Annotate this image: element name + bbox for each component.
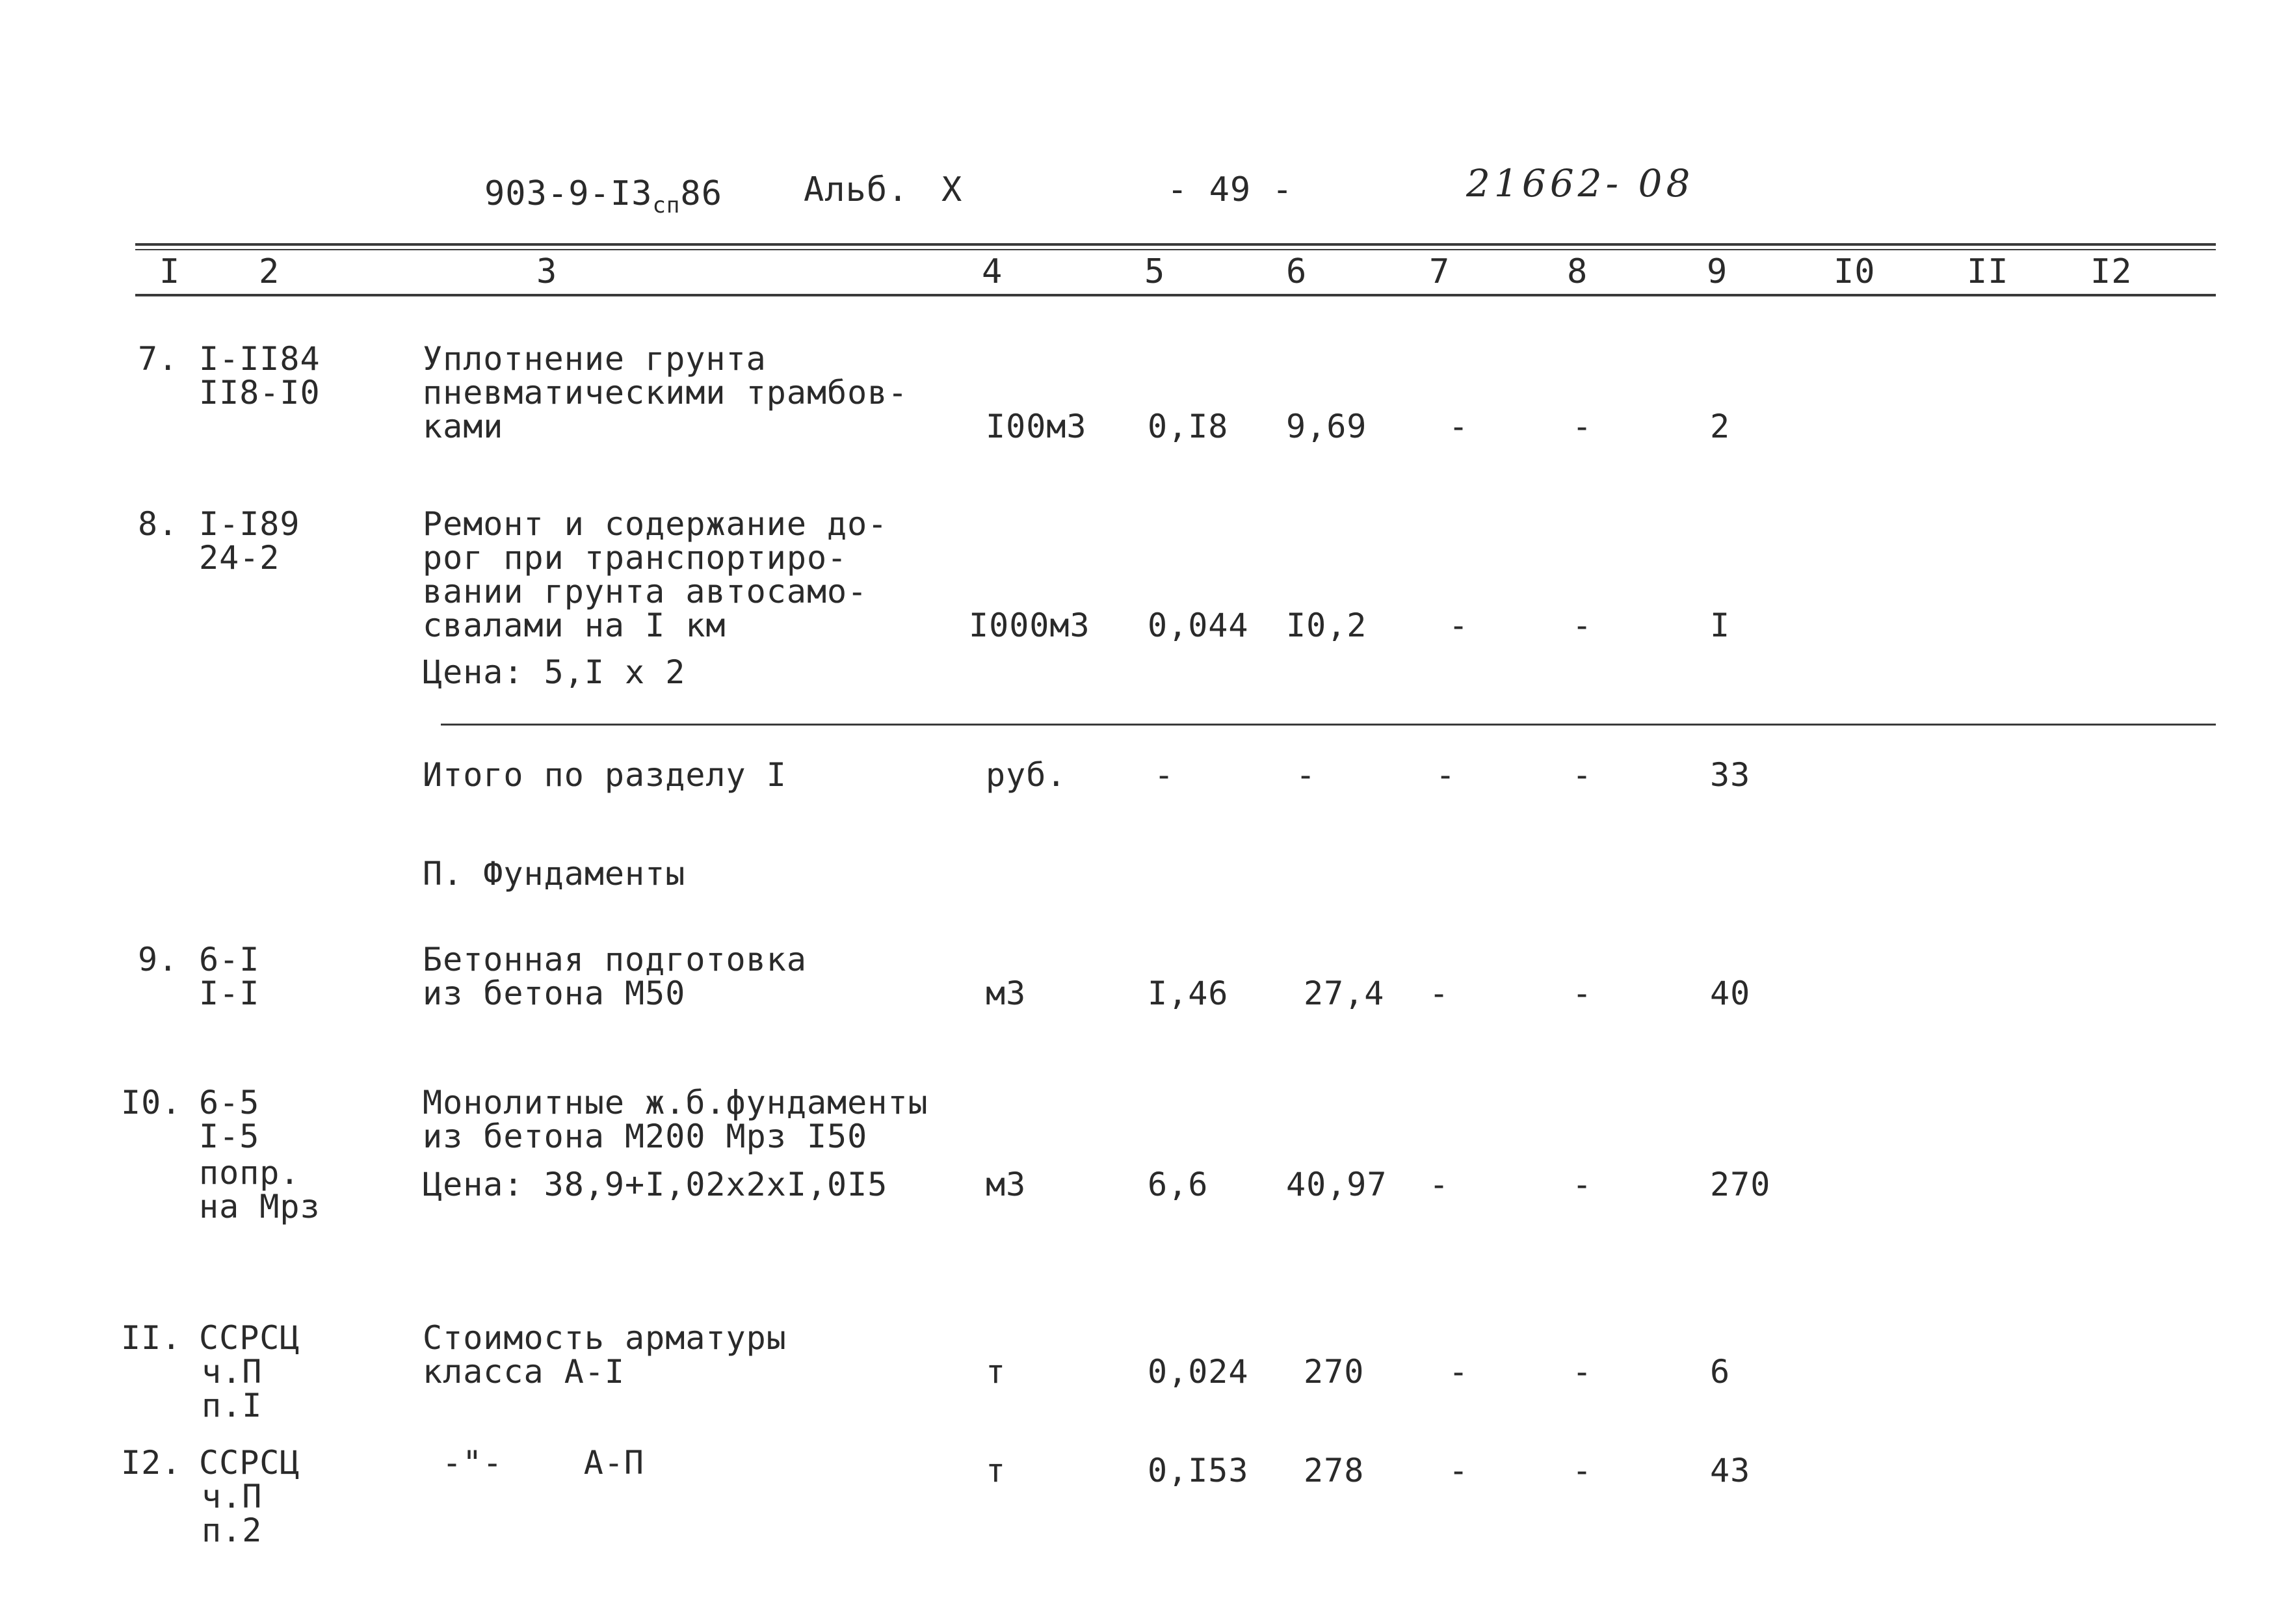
- row-description-line: из бетона М50: [423, 975, 686, 1012]
- row-code-line: на Мрз: [199, 1188, 321, 1225]
- row-price: 40,97: [1286, 1166, 1387, 1203]
- row-total: I: [1710, 607, 1731, 644]
- subtotal-col8: -: [1572, 756, 1593, 794]
- row-col8: -: [1572, 408, 1593, 445]
- row-unit: т: [986, 1452, 1006, 1489]
- column-header-3: 3: [536, 252, 558, 291]
- row-unit: I00м3: [986, 408, 1087, 445]
- row-description-line: Бетонная подготовка: [423, 941, 807, 978]
- handwritten-number: 21662- 08: [1466, 161, 1694, 205]
- subtotal-col6: -: [1296, 756, 1317, 794]
- row-description-line: Ремонт и содержание до-: [423, 505, 888, 543]
- row-code-line: ССРСЦ: [199, 1444, 300, 1482]
- column-header-11: II: [1967, 252, 2009, 291]
- row-code-line: I-5: [199, 1118, 260, 1155]
- row-quantity: 0,I53: [1148, 1452, 1249, 1489]
- row-price-note: Цена: 38,9+I,02х2хI,0I5: [423, 1166, 888, 1203]
- row-unit: I000м3: [969, 607, 1090, 644]
- row-code-line: I-I: [199, 975, 260, 1012]
- subtotal-label: Итого по разделу I: [423, 756, 787, 794]
- row-quantity: I,46: [1148, 975, 1229, 1012]
- row-description-line: Монолитные ж.б.фундаменты: [423, 1084, 928, 1121]
- row-code-line: попр.: [199, 1154, 300, 1192]
- column-header-8: 8: [1567, 252, 1588, 291]
- column-header-2: 2: [259, 252, 280, 291]
- document-code-tail: 86: [680, 174, 723, 213]
- row-code-line: 24-2: [199, 539, 280, 577]
- row-code-line: п.I: [202, 1387, 263, 1424]
- row-total: 270: [1710, 1166, 1771, 1203]
- row-col7: -: [1429, 975, 1450, 1012]
- row-code-line: ч.П: [202, 1478, 263, 1515]
- row-total: 6: [1710, 1353, 1731, 1391]
- row-number: I0.: [121, 1084, 182, 1121]
- subtotal-col7: -: [1436, 756, 1456, 794]
- row-col8: -: [1572, 1166, 1593, 1203]
- subtotal-rule: [441, 724, 2216, 726]
- subtotal-total: 33: [1710, 756, 1751, 794]
- row-col7: -: [1449, 1452, 1469, 1489]
- row-total: 43: [1710, 1452, 1751, 1489]
- row-price: 27,4: [1304, 975, 1385, 1012]
- row-number: 9.: [138, 941, 179, 978]
- subtotal-col5: -: [1154, 756, 1175, 794]
- row-unit: т: [986, 1353, 1006, 1391]
- row-col7: -: [1449, 1353, 1469, 1391]
- header-rule-top: [135, 243, 2216, 246]
- row-code-line: I-II84: [199, 340, 321, 378]
- row-description-line: рог при транспортиро-: [423, 539, 848, 577]
- row-quantity: 0,I8: [1148, 408, 1229, 445]
- row-unit: м3: [986, 1166, 1027, 1203]
- subtotal-unit: руб.: [986, 756, 1067, 794]
- album-label: Альб.: [804, 170, 909, 209]
- row-code-line: ССРСЦ: [199, 1319, 300, 1357]
- column-header-1: I: [159, 252, 181, 291]
- row-unit: м3: [986, 975, 1027, 1012]
- document-code-subscript: сп: [652, 192, 681, 218]
- row-price: 278: [1304, 1452, 1365, 1489]
- row-code-line: 6-5: [199, 1084, 260, 1121]
- row-number: 7.: [138, 340, 179, 378]
- row-number: II.: [121, 1319, 182, 1357]
- row-description-line: вании грунта автосамо-: [423, 573, 868, 610]
- album-number: X: [941, 170, 963, 209]
- row-code-line: 6-I: [199, 941, 260, 978]
- column-header-9: 9: [1707, 252, 1728, 291]
- row-code-line: II8-I0: [199, 374, 321, 412]
- row-col7: -: [1449, 607, 1469, 644]
- header-rule-bottom: [135, 294, 2216, 296]
- row-col8: -: [1572, 975, 1593, 1012]
- column-header-6: 6: [1286, 252, 1308, 291]
- row-price: I0,2: [1286, 607, 1367, 644]
- row-description-line: пневматическими трамбов-: [423, 374, 908, 412]
- column-header-4: 4: [982, 252, 1003, 291]
- row-code-line: ч.П: [202, 1353, 263, 1391]
- row-col7: -: [1429, 1166, 1450, 1203]
- row-col8: -: [1572, 1452, 1593, 1489]
- column-header-5: 5: [1144, 252, 1166, 291]
- row-price-note: Цена: 5,I х 2: [423, 653, 686, 691]
- row-description-line: Уплотнение грунта: [423, 340, 767, 378]
- row-description-line: свалами на I км: [423, 607, 726, 644]
- document-code: [484, 174, 723, 218]
- row-quantity: 0,044: [1148, 607, 1249, 644]
- page-number: - 49 -: [1167, 170, 1293, 209]
- row-col7: -: [1449, 408, 1469, 445]
- row-description-line: из бетона М200 Мрз I50: [423, 1118, 868, 1155]
- row-description-line: ками: [423, 408, 504, 445]
- row-price: 270: [1304, 1353, 1365, 1391]
- row-quantity: 0,024: [1148, 1353, 1249, 1391]
- row-total: 2: [1710, 408, 1731, 445]
- row-description-line: класса А-I: [423, 1353, 625, 1391]
- header-rule-top-inner: [135, 249, 2216, 250]
- row-description-line: -"- А-П: [442, 1444, 645, 1482]
- row-price: 9,69: [1286, 408, 1367, 445]
- row-description-line: Стоимость арматуры: [423, 1319, 787, 1357]
- column-header-10: I0: [1834, 252, 1876, 291]
- row-total: 40: [1710, 975, 1751, 1012]
- row-col8: -: [1572, 1353, 1593, 1391]
- row-number: 8.: [138, 505, 179, 543]
- row-number: I2.: [121, 1444, 182, 1482]
- column-header-12: I2: [2090, 252, 2133, 291]
- row-code-line: п.2: [202, 1512, 263, 1549]
- column-header-7: 7: [1429, 252, 1451, 291]
- section-title: П. Фундаменты: [423, 855, 686, 893]
- document-code-main: 903-9-I3: [484, 174, 653, 213]
- row-quantity: 6,6: [1148, 1166, 1209, 1203]
- row-code-line: I-I89: [199, 505, 300, 543]
- row-col8: -: [1572, 607, 1593, 644]
